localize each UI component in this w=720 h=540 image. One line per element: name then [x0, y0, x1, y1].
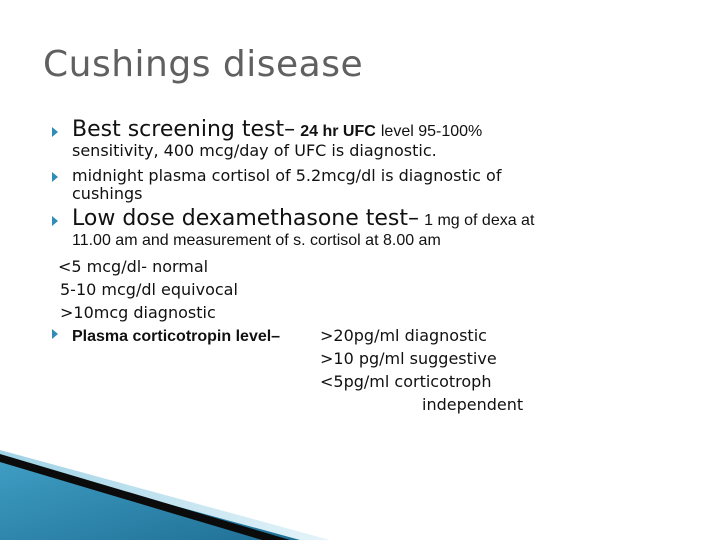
corticotropin-value: >10 pg/ml suggestive: [320, 349, 497, 368]
bullet-text: level 95-100%: [380, 123, 483, 140]
bullet-arrow-icon: [52, 172, 58, 182]
corticotropin-value: >20pg/ml diagnostic: [320, 326, 487, 345]
sub-value-normal: <5 mcg/dl- normal: [58, 257, 209, 276]
bullet-arrow-icon: [52, 216, 58, 226]
slide-content: [52, 117, 692, 414]
slide-title: Cushings disease: [43, 44, 364, 85]
bullet-midnight-cortisol: [52, 167, 692, 203]
bullet-text-line: 11.00 am and measurement of s. cortisol at 8.00 am: [72, 232, 441, 249]
bullet-lead: Low dose dexamethasone test–: [72, 206, 420, 231]
decorative-corner-band: [0, 450, 720, 540]
bullet-dexamethasone-test: [52, 207, 692, 251]
bullet-lead: Best screening test–: [72, 117, 296, 142]
bullet-screening-test: [52, 118, 692, 160]
bullet-text-line: midnight plasma cortisol of 5.2mcg/dl is diagnostic of: [72, 166, 502, 185]
corticotropin-value: independent: [422, 395, 524, 414]
bullet-text-line: sensitivity, 400 mcg/day of UFC is diagnostic.: [72, 141, 437, 160]
bullet-arrow-icon: [52, 127, 58, 137]
bullet-corticotropin: [52, 324, 692, 414]
sub-values: [52, 255, 692, 324]
bullet-arrow-icon: [52, 329, 58, 339]
sub-value-equivocal: 5-10 mcg/dl equivocal: [60, 280, 238, 299]
bullet-text-line: cushings: [72, 184, 143, 203]
corticotropin-value: <5pg/ml corticotroph: [320, 372, 492, 391]
highlight-text: 24 hr UFC: [300, 123, 376, 140]
bullet-label: Plasma corticotropin level–: [72, 328, 281, 345]
sub-value-diagnostic: >10mcg diagnostic: [60, 303, 216, 322]
bullet-text: 1 mg of dexa at: [424, 212, 535, 229]
